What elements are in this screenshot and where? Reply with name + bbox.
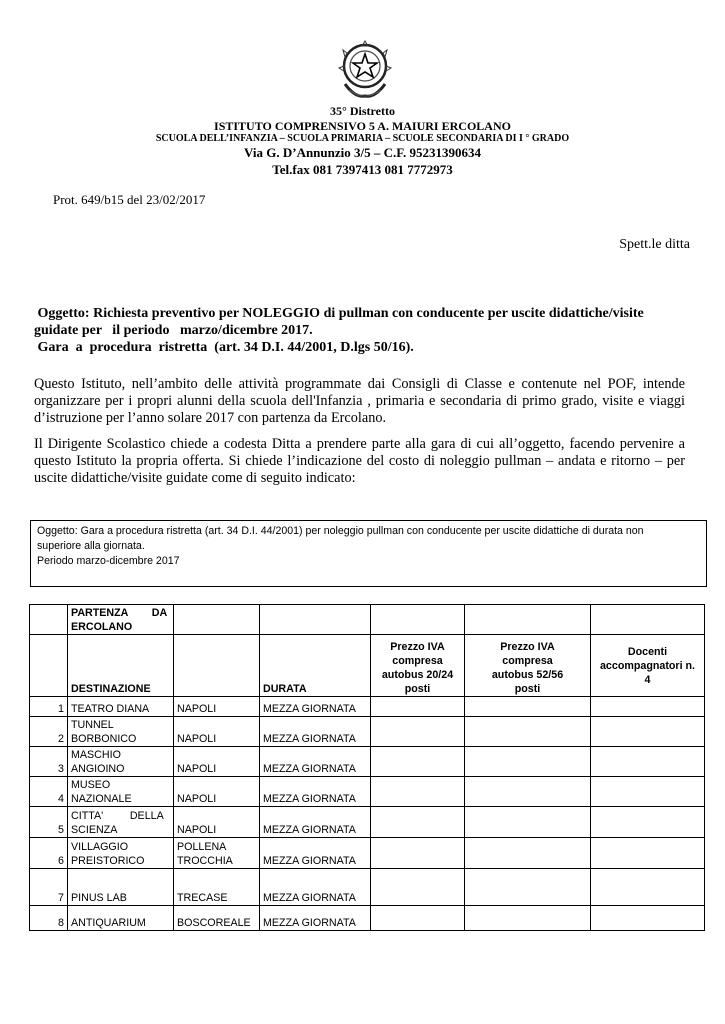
duration-cell: MEZZA GIORNATA (260, 906, 371, 931)
row-number: 5 (30, 807, 68, 838)
row-number: 3 (30, 747, 68, 777)
price-small-cell[interactable] (371, 807, 465, 838)
box-line: superiore alla giornata. (37, 540, 145, 552)
box-line: Oggetto: Gara a procedura ristretta (art. 34 D.I. 44/2001) per noleggio pullman con conducente per uscite didattiche di durata non (37, 525, 644, 537)
table-departure-row (30, 605, 705, 635)
price-large-cell[interactable] (465, 697, 591, 717)
tender-subject-box (30, 520, 707, 587)
paragraph-line: d’istruzione per l’anno solare 2017 con partenza da Ercolano. (34, 410, 387, 426)
price-small-cell[interactable] (371, 777, 465, 807)
intro-paragraph (34, 376, 685, 427)
table-row (30, 777, 705, 807)
paragraph-line: Questo Istituto, nell’ambito delle attività programmate dai Consigli di Classe e contenute nel POF, intende (34, 376, 685, 392)
price-large-cell[interactable] (465, 906, 591, 931)
price-small-cell[interactable] (371, 869, 465, 906)
school-types: SCUOLA DELL’INFANZIA – SCUOLA PRIMARIA – SCUOLE SECONDARIA DI I ° GRADO (155, 133, 570, 144)
price-large-cell[interactable] (465, 807, 591, 838)
destination-cell: VILLAGGIO PREISTORICO (68, 838, 174, 869)
row-number: 4 (30, 777, 68, 807)
subject-line: Oggetto: Richiesta preventivo per NOLEGGIO di pullman con conducente per uscite didattiche/visite (34, 306, 644, 321)
teachers-cell[interactable] (591, 869, 705, 906)
destination-cell: MUSEO NAZIONALE (68, 777, 174, 807)
republic-emblem-icon (335, 38, 395, 104)
price-large-cell[interactable] (465, 869, 591, 906)
price-small-cell[interactable] (371, 838, 465, 869)
duration-cell: MEZZA GIORNATA (260, 747, 371, 777)
row-number: 6 (30, 838, 68, 869)
price-large-bus-header: Prezzo IVA compresa autobus 52/56 posti (465, 635, 591, 697)
duration-header: DURATA (260, 635, 371, 697)
institute-name: ISTITUTO COMPRENSIVO 5 A. MAIURI ERCOLANO (214, 119, 511, 133)
destination-cell: CITTA' DELLA SCIENZA (68, 807, 174, 838)
price-small-cell[interactable] (371, 747, 465, 777)
departure-header: PARTENZA DA ERCOLANO (68, 605, 174, 635)
price-small-cell[interactable] (371, 717, 465, 747)
row-number: 2 (30, 717, 68, 747)
place-cell: POLLENA TROCCHIA (174, 838, 260, 869)
place-cell: NAPOLI (174, 777, 260, 807)
destination-cell: PINUS LAB (68, 869, 174, 906)
place-cell: BOSCOREALE (174, 906, 260, 931)
protocol-number: Prot. 649/b15 del 23/02/2017 (53, 192, 206, 207)
row-number: 7 (30, 869, 68, 906)
place-cell: NAPOLI (174, 807, 260, 838)
price-large-cell[interactable] (465, 777, 591, 807)
paragraph-line: questo Istituto la propria offerta. Si chiede l’indicazione del costo di noleggio pullman – andata e ritorno – per (34, 453, 685, 469)
subject-block (34, 305, 694, 356)
teachers-cell[interactable] (591, 838, 705, 869)
place-cell: TRECASE (174, 869, 260, 906)
table-header-row (30, 635, 705, 697)
place-cell: NAPOLI (174, 697, 260, 717)
destination-header: DESTINAZIONE (68, 635, 174, 697)
subject-line: guidate per il periodo marzo/dicembre 2017. (34, 323, 313, 338)
table-row (30, 717, 705, 747)
teachers-cell[interactable] (591, 777, 705, 807)
district-label: 35° Distretto (330, 104, 395, 118)
price-small-bus-header: Prezzo IVA compresa autobus 20/24 posti (371, 635, 465, 697)
recipient-label: Spett.le ditta (619, 237, 690, 252)
table-row (30, 807, 705, 838)
box-line: Periodo marzo-dicembre 2017 (37, 555, 180, 567)
price-small-cell[interactable] (371, 906, 465, 931)
teachers-cell[interactable] (591, 807, 705, 838)
paragraph-line: organizzare per i propri alunni della scuola dell'Infanzia , primaria e secondaria di primo grado, visite e viaggi (34, 393, 685, 409)
institute-phone: Tel.fax 081 7397413 081 7772973 (272, 162, 453, 177)
destination-cell: TUNNEL BORBONICO (68, 717, 174, 747)
table-row (30, 747, 705, 777)
teachers-cell[interactable] (591, 906, 705, 931)
teachers-cell[interactable] (591, 697, 705, 717)
institute-address: Via G. D’Annunzio 3/5 – C.F. 95231390634 (243, 145, 482, 160)
destination-cell: MASCHIO ANGIOINO (68, 747, 174, 777)
table-row (30, 906, 705, 931)
duration-cell: MEZZA GIORNATA (260, 777, 371, 807)
table-row (30, 697, 705, 717)
price-small-cell[interactable] (371, 697, 465, 717)
row-number: 8 (30, 906, 68, 931)
duration-cell: MEZZA GIORNATA (260, 717, 371, 747)
duration-cell: MEZZA GIORNATA (260, 869, 371, 906)
paragraph-line: Il Dirigente Scolastico chiede a codesta Ditta a prendere parte alla gara di cui all’oggetto, facendo pervenire a (34, 436, 685, 452)
place-cell: NAPOLI (174, 747, 260, 777)
destination-cell: ANTIQUARIUM (68, 906, 174, 931)
destination-cell: TEATRO DIANA (68, 697, 174, 717)
subject-line: Gara a procedura ristretta (art. 34 D.I. 44/2001, D.lgs 50/16). (34, 340, 414, 355)
duration-cell: MEZZA GIORNATA (260, 697, 371, 717)
duration-cell: MEZZA GIORNATA (260, 838, 371, 869)
table-row (30, 838, 705, 869)
teachers-cell[interactable] (591, 717, 705, 747)
paragraph-line: uscite didattiche/visite guidate come di seguito indicato: (34, 470, 356, 486)
duration-cell: MEZZA GIORNATA (260, 807, 371, 838)
place-cell: NAPOLI (174, 717, 260, 747)
row-number: 1 (30, 697, 68, 717)
destinations-table (29, 604, 705, 931)
request-paragraph (34, 436, 685, 487)
table-row (30, 869, 705, 906)
teachers-cell[interactable] (591, 747, 705, 777)
price-large-cell[interactable] (465, 838, 591, 869)
price-large-cell[interactable] (465, 747, 591, 777)
price-large-cell[interactable] (465, 717, 591, 747)
teachers-header: Docenti accompagnatori n. 4 (591, 635, 705, 697)
